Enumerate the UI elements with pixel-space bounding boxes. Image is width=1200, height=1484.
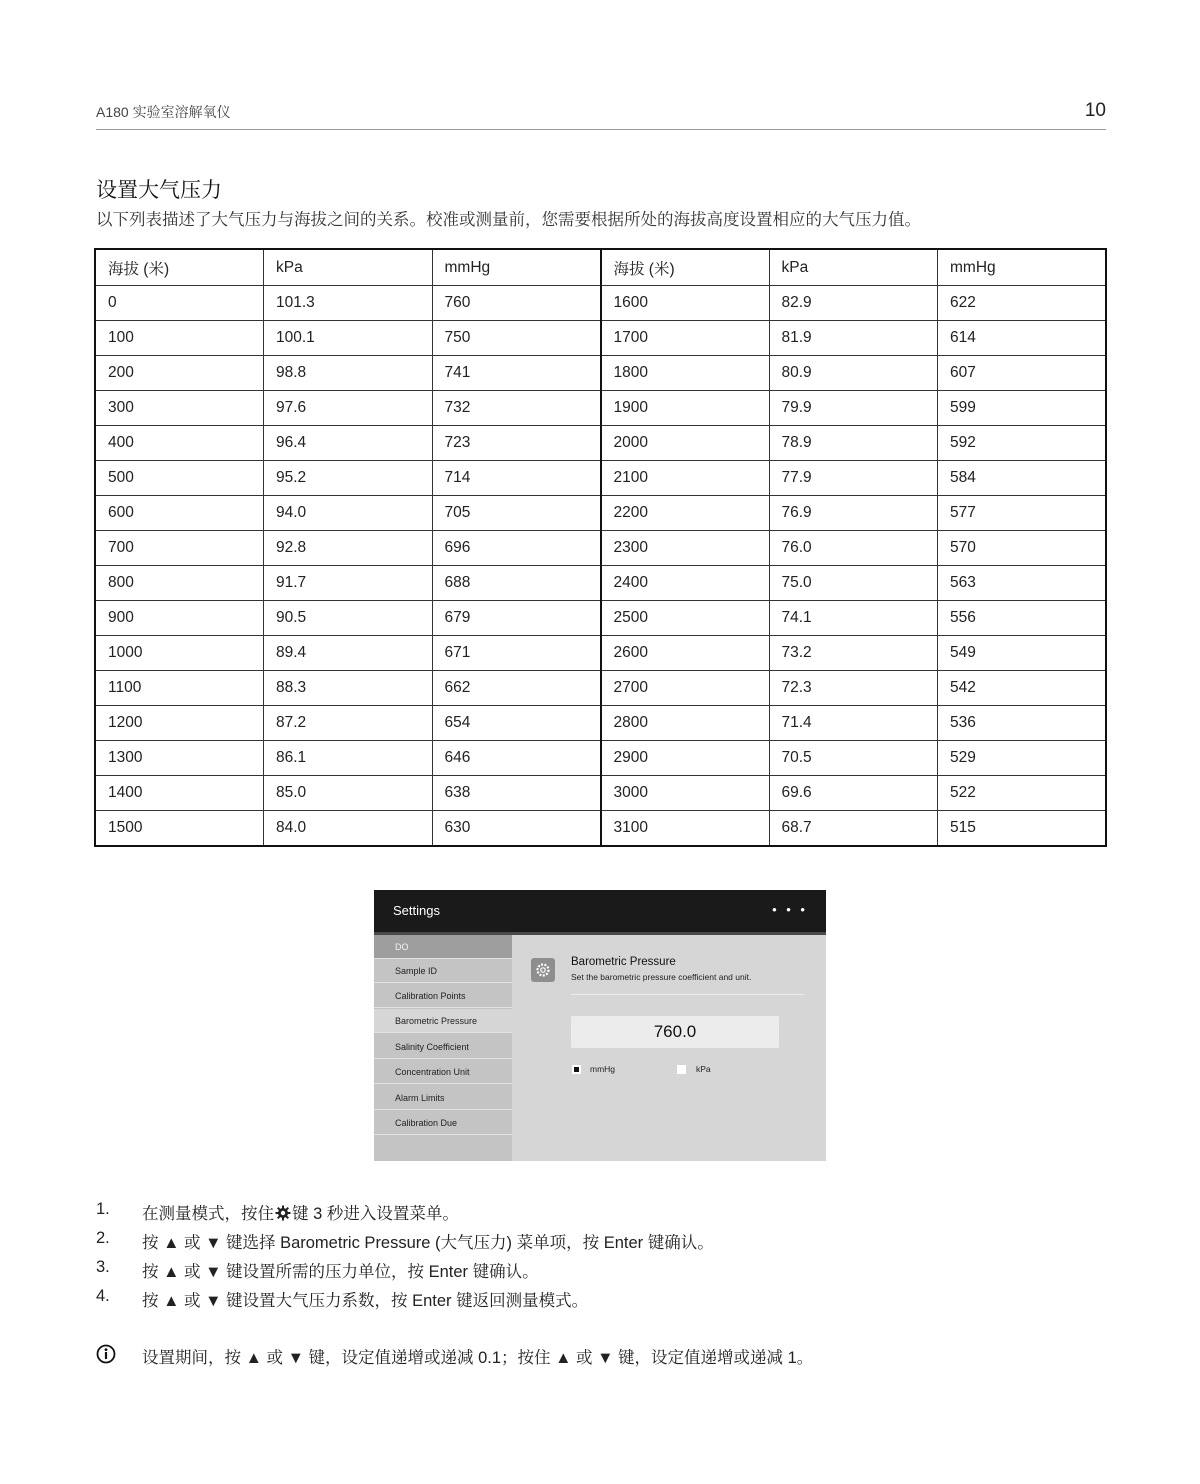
table-cell: 570 (938, 531, 1107, 566)
table-cell: 529 (938, 741, 1107, 776)
header-divider (96, 129, 1106, 130)
table-cell: 400 (95, 426, 264, 461)
info-icon (96, 1344, 116, 1369)
table-cell: 72.3 (769, 671, 938, 706)
table-cell: 700 (95, 531, 264, 566)
table-cell: 556 (938, 601, 1107, 636)
settings-sidebar (374, 935, 512, 1161)
table-cell: 3100 (601, 811, 770, 847)
sidebar-item-sample-id[interactable]: Sample ID (374, 959, 512, 983)
column-header: kPa (264, 249, 433, 286)
step-text: 按 ▲ 或 ▼ 键设置大气压力系数，按 Enter 键返回测量模式。 (142, 1292, 589, 1310)
table-cell: 68.7 (769, 811, 938, 847)
panel-divider (571, 994, 804, 995)
table-cell: 741 (432, 356, 601, 391)
device-title: Settings (393, 903, 440, 918)
table-cell: 638 (432, 776, 601, 811)
column-header: 海拔 (米) (601, 249, 770, 286)
table-cell: 705 (432, 496, 601, 531)
step-text: 按 ▲ 或 ▼ 键选择 Barometric Pressure (大气压力) 菜单项，按 Enter 键确认。 (142, 1234, 714, 1252)
table-row (95, 321, 1106, 356)
table-cell: 1900 (601, 391, 770, 426)
note-text: 设置期间，按 ▲ 或 ▼ 键，设定值递增或递减 0.1；按住 ▲ 或 ▼ 键，设定值递增或递减 1。 (142, 1349, 814, 1367)
table-cell: 577 (938, 496, 1107, 531)
table-row (95, 566, 1106, 601)
device-title-bar (374, 890, 826, 932)
table-cell: 688 (432, 566, 601, 601)
table-row (95, 426, 1106, 461)
table-cell: 87.2 (264, 706, 433, 741)
table-cell: 91.7 (264, 566, 433, 601)
table-cell: 69.6 (769, 776, 938, 811)
table-cell: 2500 (601, 601, 770, 636)
table-cell: 78.9 (769, 426, 938, 461)
table-cell: 200 (95, 356, 264, 391)
pressure-value-field[interactable]: 760.0 (571, 1016, 779, 1048)
table-cell: 94.0 (264, 496, 433, 531)
table-cell: 2300 (601, 531, 770, 566)
table-cell: 3000 (601, 776, 770, 811)
table-cell: 522 (938, 776, 1107, 811)
table-cell: 84.0 (264, 811, 433, 847)
table-cell: 592 (938, 426, 1107, 461)
table-cell: 101.3 (264, 286, 433, 321)
table-cell: 2900 (601, 741, 770, 776)
gear-icon (274, 1205, 292, 1226)
table-cell: 300 (95, 391, 264, 426)
sidebar-item-salinity-coefficient[interactable]: Salinity Coefficient (374, 1035, 512, 1059)
table-cell: 2000 (601, 426, 770, 461)
table-cell: 76.0 (769, 531, 938, 566)
table-cell: 679 (432, 601, 601, 636)
table-cell: 563 (938, 566, 1107, 601)
kpa-label: kPa (696, 1064, 711, 1074)
step-text-before: 在测量模式，按住 (142, 1205, 274, 1223)
table-row (95, 461, 1106, 496)
table-cell: 70.5 (769, 741, 938, 776)
settings-screenshot (374, 890, 826, 1161)
table-cell: 1200 (95, 706, 264, 741)
table-cell: 92.8 (264, 531, 433, 566)
table-row (95, 671, 1106, 706)
sidebar-item-calibration-points[interactable]: Calibration Points (374, 984, 512, 1008)
kpa-checkbox[interactable] (677, 1065, 686, 1074)
altitude-pressure-table (94, 248, 1107, 847)
table-cell: 600 (95, 496, 264, 531)
table-cell: 607 (938, 356, 1107, 391)
table-cell: 1700 (601, 321, 770, 356)
table-cell: 75.0 (769, 566, 938, 601)
table-cell: 1100 (95, 671, 264, 706)
table-cell: 0 (95, 286, 264, 321)
table-cell: 630 (432, 811, 601, 847)
table-cell: 73.2 (769, 636, 938, 671)
table-cell: 500 (95, 461, 264, 496)
section-intro: 以下列表描述了大气压力与海拔之间的关系。校准或测量前，您需要根据所处的海拔高度设置相应的大气压力值。 (96, 211, 921, 229)
more-options-icon[interactable]: • • • (772, 902, 808, 917)
table-row (95, 496, 1106, 531)
table-cell: 2100 (601, 461, 770, 496)
panel-subtitle: Set the barometric pressure coefficient and unit. (571, 972, 752, 982)
document-title: A180 实验室溶解氧仪 (96, 104, 231, 120)
table-cell: 1400 (95, 776, 264, 811)
table-cell: 2700 (601, 671, 770, 706)
table-cell: 671 (432, 636, 601, 671)
sidebar-item-barometric-pressure[interactable]: Barometric Pressure (374, 1009, 512, 1033)
table-cell: 800 (95, 566, 264, 601)
table-cell: 1500 (95, 811, 264, 847)
step-text: 按 ▲ 或 ▼ 键设置所需的压力单位，按 Enter 键确认。 (142, 1263, 539, 1281)
table-row (95, 811, 1106, 847)
mmhg-checkbox[interactable] (572, 1065, 581, 1074)
table-cell: 614 (938, 321, 1107, 356)
sidebar-item-concentration-unit[interactable]: Concentration Unit (374, 1060, 512, 1084)
sidebar-item-alarm-limits[interactable]: Alarm Limits (374, 1086, 512, 1110)
table-header-row (95, 249, 1106, 286)
step-number: 1. (96, 1200, 110, 1218)
section-title: 设置大气压力 (96, 179, 222, 202)
table-cell: 646 (432, 741, 601, 776)
table-cell: 900 (95, 601, 264, 636)
table-cell: 71.4 (769, 706, 938, 741)
step-number: 3. (96, 1258, 110, 1276)
table-cell: 2200 (601, 496, 770, 531)
table-cell: 79.9 (769, 391, 938, 426)
sidebar-item-calibration-due[interactable]: Calibration Due (374, 1111, 512, 1135)
table-cell: 1300 (95, 741, 264, 776)
table-row (95, 356, 1106, 391)
table-cell: 542 (938, 671, 1107, 706)
column-header: mmHg (938, 249, 1107, 286)
table-cell: 96.4 (264, 426, 433, 461)
table-row (95, 636, 1106, 671)
table-cell: 81.9 (769, 321, 938, 356)
table-cell: 77.9 (769, 461, 938, 496)
table-row (95, 391, 1106, 426)
table-cell: 74.1 (769, 601, 938, 636)
table-cell: 2800 (601, 706, 770, 741)
table-cell: 89.4 (264, 636, 433, 671)
table-cell: 584 (938, 461, 1107, 496)
table-row (95, 776, 1106, 811)
table-cell: 654 (432, 706, 601, 741)
table-cell: 100 (95, 321, 264, 356)
table-cell: 76.9 (769, 496, 938, 531)
column-header: kPa (769, 249, 938, 286)
panel-title: Barometric Pressure (571, 956, 676, 968)
table-row (95, 286, 1106, 321)
column-header: mmHg (432, 249, 601, 286)
step-text (142, 1200, 459, 1226)
table-cell: 88.3 (264, 671, 433, 706)
table-row (95, 706, 1106, 741)
table-cell: 515 (938, 811, 1107, 847)
mmhg-label: mmHg (590, 1064, 616, 1074)
table-cell: 100.1 (264, 321, 433, 356)
table-cell: 85.0 (264, 776, 433, 811)
table-cell: 90.5 (264, 601, 433, 636)
table-cell: 622 (938, 286, 1107, 321)
table-cell: 1800 (601, 356, 770, 391)
settings-gear-icon (531, 958, 555, 982)
table-cell: 723 (432, 426, 601, 461)
table-cell: 1000 (95, 636, 264, 671)
table-cell: 97.6 (264, 391, 433, 426)
table-cell: 599 (938, 391, 1107, 426)
table-cell: 760 (432, 286, 601, 321)
table-cell: 549 (938, 636, 1107, 671)
table-cell: 2400 (601, 566, 770, 601)
table-cell: 80.9 (769, 356, 938, 391)
sidebar-item-do[interactable]: DO (374, 935, 512, 959)
table-cell: 536 (938, 706, 1107, 741)
table-row (95, 531, 1106, 566)
step-number: 2. (96, 1229, 110, 1247)
table-cell: 750 (432, 321, 601, 356)
table-cell: 95.2 (264, 461, 433, 496)
step-number: 4. (96, 1287, 110, 1305)
table-cell: 662 (432, 671, 601, 706)
table-cell: 696 (432, 531, 601, 566)
table-cell: 86.1 (264, 741, 433, 776)
table-cell: 2600 (601, 636, 770, 671)
column-header: 海拔 (米) (95, 249, 264, 286)
table-row (95, 601, 1106, 636)
table-cell: 1600 (601, 286, 770, 321)
table-row (95, 741, 1106, 776)
table-cell: 732 (432, 391, 601, 426)
table-cell: 98.8 (264, 356, 433, 391)
table-cell: 714 (432, 461, 601, 496)
table-cell: 82.9 (769, 286, 938, 321)
page-number: 10 (1084, 100, 1106, 121)
step-text-after: 键 3 秒进入设置菜单。 (292, 1205, 459, 1223)
